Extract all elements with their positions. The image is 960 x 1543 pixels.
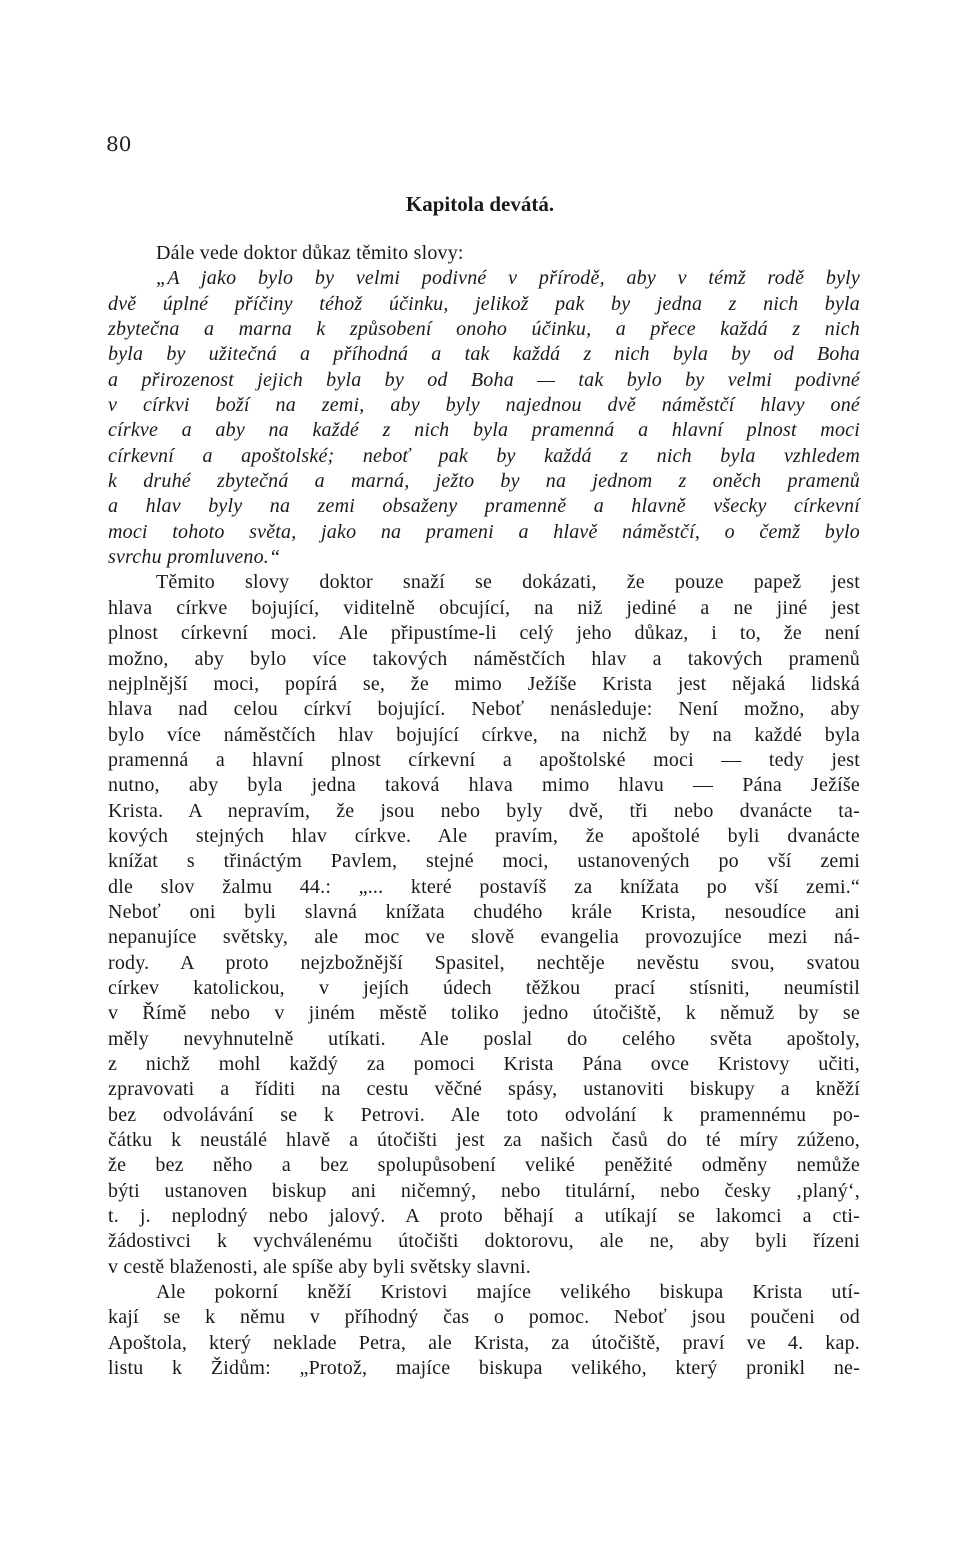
text-line: moci tohoto světa, jako na prameni a hlavě náměstčí, o čemž bylo [108, 520, 860, 543]
text-line: kových stejných hlav církve. Ale pravím, že apoštolé byli dvanácte [108, 824, 860, 847]
text-line: svrchu promluveno.“ [108, 546, 281, 569]
chapter-title: Kapitola devátá. [405, 192, 555, 216]
text-line: dle slov žalmu 44.: „... které postavíš za knížata po vší zemi.“ [108, 875, 860, 898]
page-number: 80 [106, 132, 132, 156]
text-line: „A jako bylo by velmi podivné v přírodě, aby v témž rodě byly [156, 267, 860, 290]
text-line: v cestě blaženosti, ale spíše aby byli světsky slavni. [108, 1255, 531, 1278]
text-line: plnost církevní moci. Ale připustíme-li celý jeho důkaz, i to, že není [108, 622, 860, 645]
text-line: hlava církve bojující, viditelně obcující, na niž jediné a ne jiné jest [108, 596, 860, 619]
text-line: že bez něho a bez spolupůsobení veliké peněžité odměny nemůže [108, 1154, 860, 1177]
text-line: v církvi boží na zemi, aby byly najednou dvě náměstčí hlavy oné [108, 394, 860, 417]
text-line: Ale pokorní kněží Kristovi majíce velikého biskupa Krista utí- [156, 1281, 860, 1304]
text-line: byla by užitečná a příhodná a tak každá z nich byla by od Boha [108, 343, 860, 366]
text-line: žádostivci k vychválenému útočišti doktorovu, ale ne, aby byli řízeni [108, 1230, 860, 1253]
text-line: pramenná a hlavní plnost církevní a apoštolské moci — tedy jest [108, 748, 860, 771]
text-line: z nichž mohl každý za pomoci Krista Pána ovce Kristovy učiti, [108, 1053, 860, 1075]
text-line: církev katolickou, v jejích údech těžkou prací stísniti, neumístil [108, 976, 860, 999]
text-line: bylo více náměstčích hlav bojující církve, na nichž by na každé byla [108, 723, 860, 746]
text-line: čátku k neustálé hlavě a útočišti jest za našich časů do té míry zúženo, [108, 1129, 860, 1152]
text-line: Neboť oni byli slavná knížata chudého krále Krista, nesoudíce ani [108, 900, 860, 923]
text-line: zpravovati a říditi na cestu věčné spásy, ustanoviti biskupy a kněží [108, 1078, 860, 1101]
text-line: Dále vede doktor důkaz těmito slovy: [156, 242, 464, 264]
text-line: nejplnější moci, popírá se, že mimo Ježíše Krista jest nějaká lidská [108, 672, 860, 695]
text-line: býti ustanoven biskup ani ničemný, nebo titulární, nebo česky ‚planý‘, [108, 1179, 860, 1202]
text-line: listu k Židům: „Protož, majíce biskupa velikého, který pronikl ne- [108, 1357, 860, 1380]
text-line: zbytečna a marna k způsobení onoho účinku, a přece každá z nich [108, 318, 860, 341]
text-line: možno, aby bylo více takových náměstčích hlav a takových pramenů [108, 647, 860, 670]
text-line: měly nevyhnutelně utíkati. Ale poslal do celého světa apoštoly, [108, 1027, 860, 1050]
text-line: nutno, aby byla jedna taková hlava mimo hlavu — Pána Ježíše [108, 774, 860, 797]
text-line: hlava nad celou církví bojující. Neboť nenásleduje: Není možno, aby [108, 698, 860, 721]
text-line: bez odvolávání se k Petrovi. Ale toto odvolání k pramennému po- [108, 1103, 860, 1126]
text-line: kají se k němu v příhodný čas o pomoc. Neboť jsou poučeni od [108, 1306, 860, 1329]
text-line: k druhé zbytečná a marná, ježto by na jednom z oněch pramenů [108, 470, 860, 493]
body-text [108, 241, 860, 1381]
text-line: církve a aby na každé z nich byla pramenná a hlavní plnost moci [108, 419, 860, 442]
text-line: Krista. A nepravím, že jsou nebo byly dvě, tři nebo dvanácte ta- [108, 799, 860, 822]
text-line: nepanujíce světsky, ale moc ve slově evangelia provozujíce mezi ná- [108, 926, 860, 949]
text-line: t. j. neplodný nebo jalový. A proto běhají a utíkají se lakomci a cti- [108, 1205, 860, 1228]
text-line: Apoštola, který neklade Petra, ale Krista, za útočiště, praví ve 4. kap. [108, 1331, 860, 1354]
text-line: a hlav byly na zemi obsaženy pramenně a hlavně všecky církevní [108, 495, 860, 518]
text-line: v Římě nebo v jiném městě toliko jedno útočiště, k němuž by se [108, 1002, 860, 1025]
text-line: dvě úplné příčiny téhož účinku, jelikož pak by jedna z nich byla [108, 292, 860, 315]
text-line: církevní a apoštolské; neboť pak by každá z nich byla vzhledem [108, 444, 860, 467]
text-line: rody. A proto nejzbožnější Spasitel, nechtěje nevěstu svou, svatou [108, 951, 860, 974]
text-line: a přirozenost jejich byla by od Boha — tak bylo by velmi podivné [108, 368, 860, 391]
text-line: knížat s třináctým Pavlem, stejné moci, ustanovených po vší zemi [108, 850, 860, 873]
text-line: Těmito slovy doktor snaží se dokázati, že pouze papež jest [156, 571, 860, 594]
